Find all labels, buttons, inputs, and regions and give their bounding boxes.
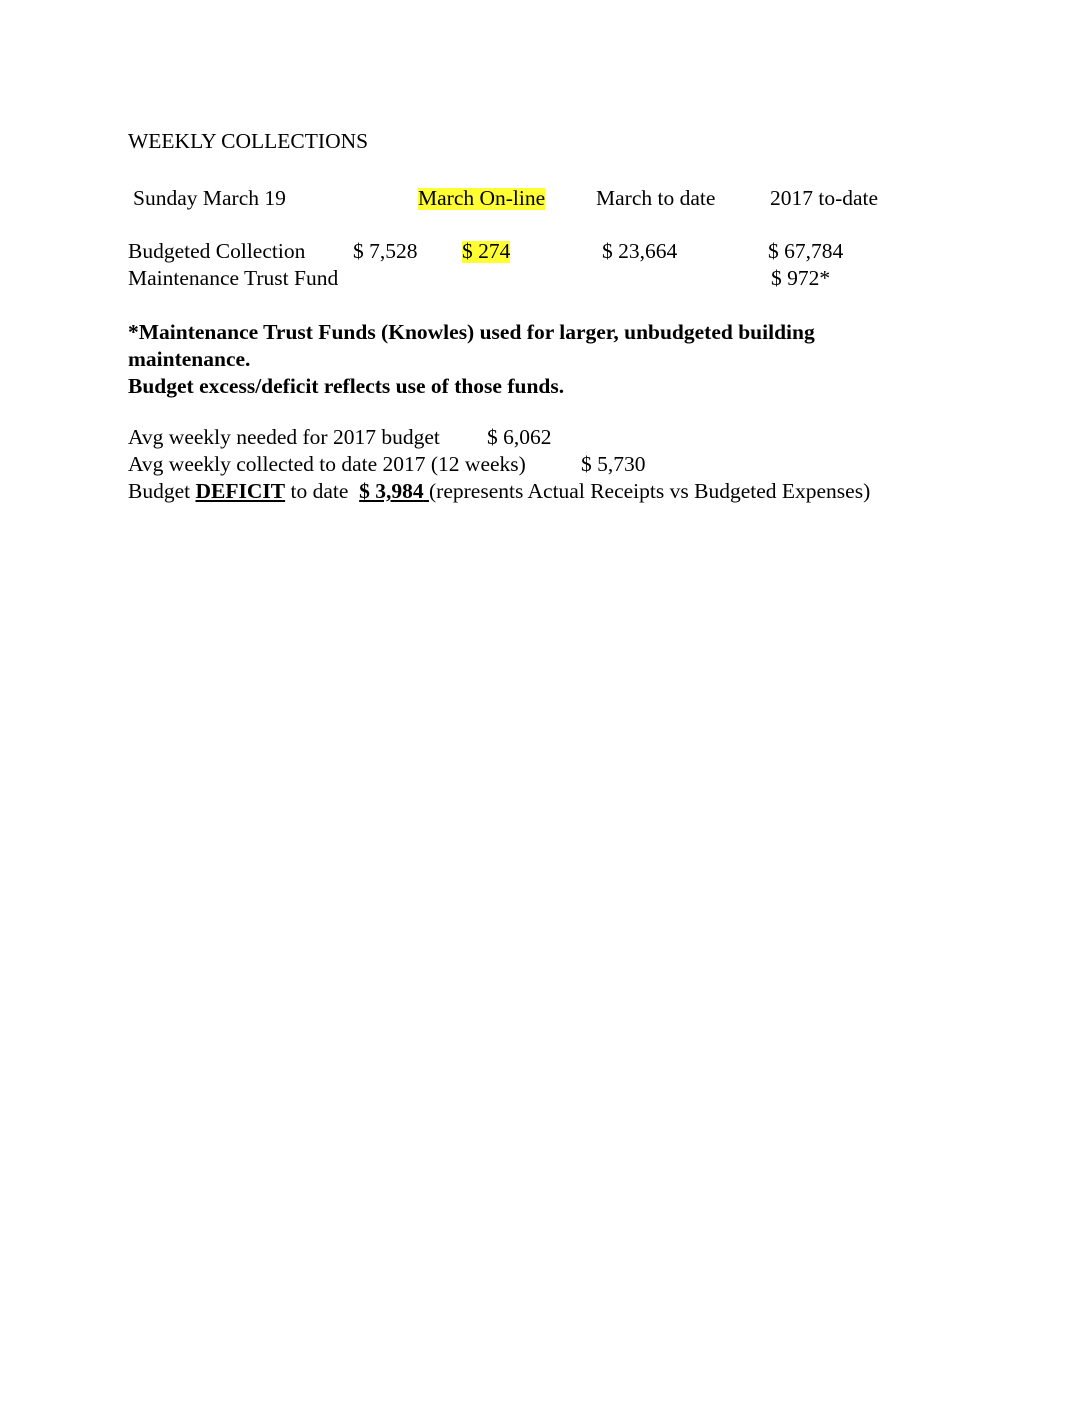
- avg-needed-value: $ 6,062: [487, 425, 552, 449]
- deficit-middle: to date: [290, 479, 349, 503]
- deficit-suffix: (represents Actual Receipts vs Budgeted Expenses): [429, 479, 871, 503]
- deficit-prefix: Budget: [128, 479, 191, 503]
- header-month-to-date: March to date: [596, 186, 716, 210]
- note-line-2: maintenance.: [128, 347, 251, 371]
- avg-collected-value: $ 5,730: [581, 452, 646, 476]
- row-budgeted-year-to-date: $ 67,784: [768, 239, 844, 263]
- header-online: March On-line: [418, 186, 546, 210]
- row-budgeted-month-to-date: $ 23,664: [602, 239, 678, 263]
- avg-needed-label: Avg weekly needed for 2017 budget: [128, 425, 440, 449]
- row-maintenance-label: Maintenance Trust Fund: [128, 266, 339, 290]
- avg-collected-label: Avg weekly collected to date 2017 (12 weeks): [128, 452, 526, 476]
- note-line-1: *Maintenance Trust Funds (Knowles) used for larger, unbudgeted building: [128, 320, 815, 344]
- row-budgeted-online: $ 274: [462, 239, 511, 263]
- header-date: Sunday March 19: [133, 186, 286, 210]
- header-year-to-date: 2017 to-date: [770, 186, 879, 210]
- page-title: WEEKLY COLLECTIONS: [128, 129, 369, 153]
- deficit-word: DEFICIT: [195, 479, 286, 503]
- row-maintenance-year-to-date: $ 972*: [771, 266, 831, 290]
- deficit-line: [128, 481, 870, 503]
- row-budgeted-label: Budgeted Collection: [128, 239, 306, 263]
- row-budgeted-sunday: $ 7,528: [353, 239, 418, 263]
- note-line-3: Budget excess/deficit reflects use of those funds.: [128, 374, 565, 398]
- deficit-value: $ 3,984: [359, 479, 424, 503]
